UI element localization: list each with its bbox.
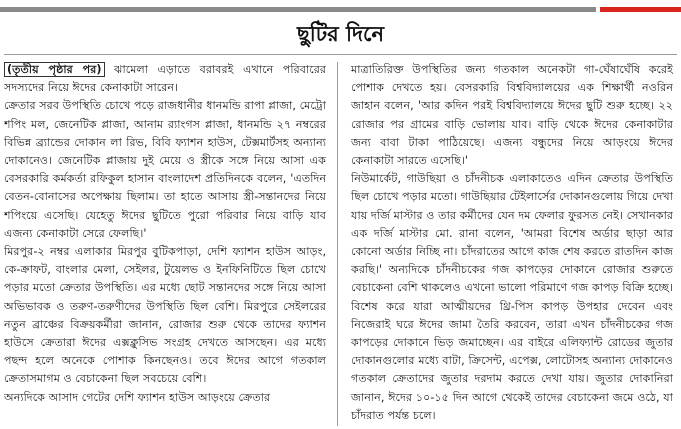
header-rule-gray xyxy=(0,7,596,12)
article-paragraph: ক্রেতার সরব উপস্থিতি চোখে পড়ে রাজধানীর ধানমন্ডি রাপা প্লাজা, মেট্রো শপিং মল, জেনেটিক প্লাজা, আনাম র‍্যাংগস প্লাজা, ধানমন্ডি ২৭ নম্বরের বিভিন্ন ব্র্যান্ডের দোকান লা রিভ, বিবি ফ্যাশন হাউস, টেক্সমার্টসহ অন্যান্য দোকানেও। জেনেটিক প্লাজায় দুই মেয়ে ও স্ত্রীকে সঙ্গে নিয়ে আসা এক বেসরকারি কর্মকর্তা রফিকুল হাসান বাংলাদেশ প্রতিদিনকে বলেন, 'এতদিন বেতন-বোনাসের অপেক্ষায় ছিলাম। তা হাতে আসায় স্ত্রী-সন্তানদের নিয়ে শপিংয়ে এসেছি। যেহেতু ঈদের ছুটিতে পুরো পরিবার নিয়ে বাড়ি যাব এজন্য কেনাকাটা সেরে ফেলছি।' xyxy=(4,99,326,240)
header-rule-red xyxy=(600,7,681,12)
article-paragraph: নিউমার্কেট, গাউছিয়া ও চাঁদনীচক এলাকাতেও এদিন ক্রেতার উপস্থিতি ছিল চোখে পড়ার মতো। গাউছিয়ার টেইলার্সের দোকানগুলোয় গিয়ে দেখা যায় দর্জি মাস্টার ও তার কর্মীদের যেন দম ফেলার ফুরসত নেই। সেখানকার এক দর্জি মাস্টার মো. রানা বলেন, 'আমরা বিশেষ অর্ডার ছাড়া আর কোনো অর্ডার নিচ্ছি না। চাঁদরাতের আগে কাজ শেষ করতে রাতদিন কাজ করছি।' অন্যদিকে চাঁদনীচকের গজ কাপড়ের দোকানে রোজার শুরুতে বেচাকেনা বেশি থাকলেও এখনো ভালো পরিমাণে গজ কাপড় বিক্রি হচ্ছে। বিশেষ করে যারা আত্মীয়দের থ্রি-পিস কাপড় উপহার দেবেন এবং নিজেরাই ঘরে ঈদের জামা তৈরি করবেন, তারা এখন চাঁদনীচকের গজ কাপড়ের দোকানে ভিড় জমাচ্ছেন। এর বাইরে এলিফ্যান্ট রোডের জুতার দোকানগুলোর মধ্যে বাটা, ক্রিসেন্ট, এপেক্স, লোটোসহ অন্যান্য দোকানেও গতকাল ক্রেতাদের জুতার দরদাম করতে দেখা যায়। জুতার দোকানিরা জানান, ঈদের ১০-১৫ দিন আগে থেকেই তাদের বেচাকেনা জমে ওঠে, যা চাঁদরাত পর্যন্ত চলে। xyxy=(351,172,673,422)
column-divider xyxy=(337,62,338,426)
article-paragraph: অন্যদিকে আসাদ গেটের দেশি ফ্যাশন হাউস আড়ংয়ে ক্রেতার xyxy=(4,390,271,404)
article-paragraph: মাত্রাতিরিক্ত উপস্থিতির জন্য গতকাল অনেকটা গা-ঘেঁষাঘেঁষি করেই পোশাক দেখতে হয়। বেসরকারি বিশ্ববিদ্যালয়ের এক শিক্ষার্থী নওরিন জাহান বলেন, 'আর কদিন পরই বিশ্ববিদ্যালয়ে ঈদের ছুটি শুরু হচ্ছে। ২২ রোজার পর গ্রামের বাড়ি ভোলায় যাব। বাড়ি থেকে ঈদের কেনাকাটার জন্য বাবা টাকা পাঠিয়েছে। এজন্য বন্ধুদের নিয়ে আড়ংয়ে ঈদের কেনাকাটা সারতে এসেছি।' xyxy=(351,63,673,168)
article-column-left xyxy=(4,61,326,426)
continued-tag: (তৃতীয় পৃষ্ঠার পর) xyxy=(4,62,105,77)
paragraph-text: ঝামেলা এড়াতে বরাবরই এখানে পরিবারের সদস্যদের নিয়ে ঈদের কেনাকাটা সারেন। xyxy=(4,63,326,95)
headline-divider xyxy=(4,54,677,55)
article-column-right xyxy=(351,61,673,426)
article-paragraph xyxy=(4,61,326,97)
article-paragraph: মিরপুর-২ নম্বর এলাকার মিরপুর বুটিকপাড়া, দেশি ফ্যাশন হাউস আড়ং, কে-ক্রাফট, বাংলার মেলা, সেইলর, টুয়েলভ ও ইনফিনিটিতে ছিল চোখে পড়ার মতো ক্রেতার উপস্থিতি। এর মধ্যে ছোট সন্তানদের সঙ্গে নিয়ে আসা অভিভাবক ও তরুণ-তরুণীদের উপস্থিতি ছিল বেশি। মিরপুরে সেইলরের নতুন ব্রাঞ্চের বিক্রয়কর্মীরা জানান, রোজার শুরু থেকে তাদের ফ্যাশন হাউসে ক্রেতারা ঈদের এক্সক্লুসিভ সংগ্রহ দেখতে আসছেন। এর মধ্যে পছন্দ হলে অনেকে পোশাক কিনছেনও। তবে ঈদের আগে গতকাল ক্রেতাসমাগম ও বেচাকেনা ছিল সবচেয়ে বেশি। xyxy=(4,245,326,386)
page-title: ছুটির দিনে xyxy=(296,21,385,46)
